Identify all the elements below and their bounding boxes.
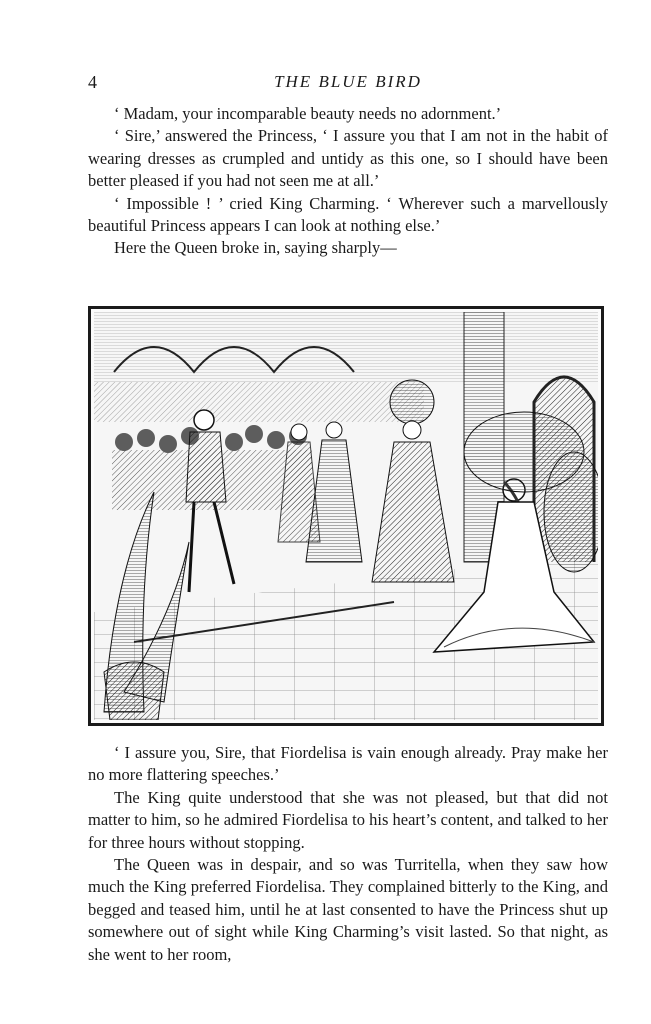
text-block-bottom — [88, 742, 608, 966]
paragraph: The Queen was in despair, and so was Turritella, when they saw how much the King preferred Fiordelisa. They complained bitterly to the King, and begged and teased him, until he at last consented to have the Princess shut up somewhere out of sight while King Charming’s visit lasted. So that night, as she went to her room, — [88, 855, 608, 964]
paragraph: The King quite understood that she was not pleased, but that did not matter to him, so he admired Fiordelisa to his heart’s content, and talked to her for three hours without stopping. — [88, 787, 608, 852]
paragraph: ‘ Impossible ! ’ cried King Charming. ‘ Wherever such a marvellously beautiful Princess appears I can look at nothing else.’ — [88, 193, 608, 236]
paragraph: Here the Queen broke in, saying sharply— — [114, 238, 397, 258]
engraving-illustration — [88, 306, 604, 726]
urn — [104, 662, 164, 720]
paragraph: ‘ Sire,’ answered the Princess, ‘ I assure you that I am not in the habit of wearing dresses as crumpled and untidy as this one, so I should have been better pleased if you had not seen me at all.’ — [88, 126, 608, 191]
page-number: 4 — [88, 72, 97, 92]
court-scene-drawing — [94, 312, 598, 720]
paragraph: ‘ I assure you, Sire, that Fiordelisa is vain enough already. Pray make her no more flattering speeches.’ — [88, 743, 608, 785]
running-title: THE BLUE BIRD — [274, 72, 422, 91]
text-block-top — [88, 103, 608, 260]
running-head — [88, 72, 608, 96]
paragraph: ‘ Madam, your incomparable beauty needs no adornment.’ — [114, 104, 502, 123]
